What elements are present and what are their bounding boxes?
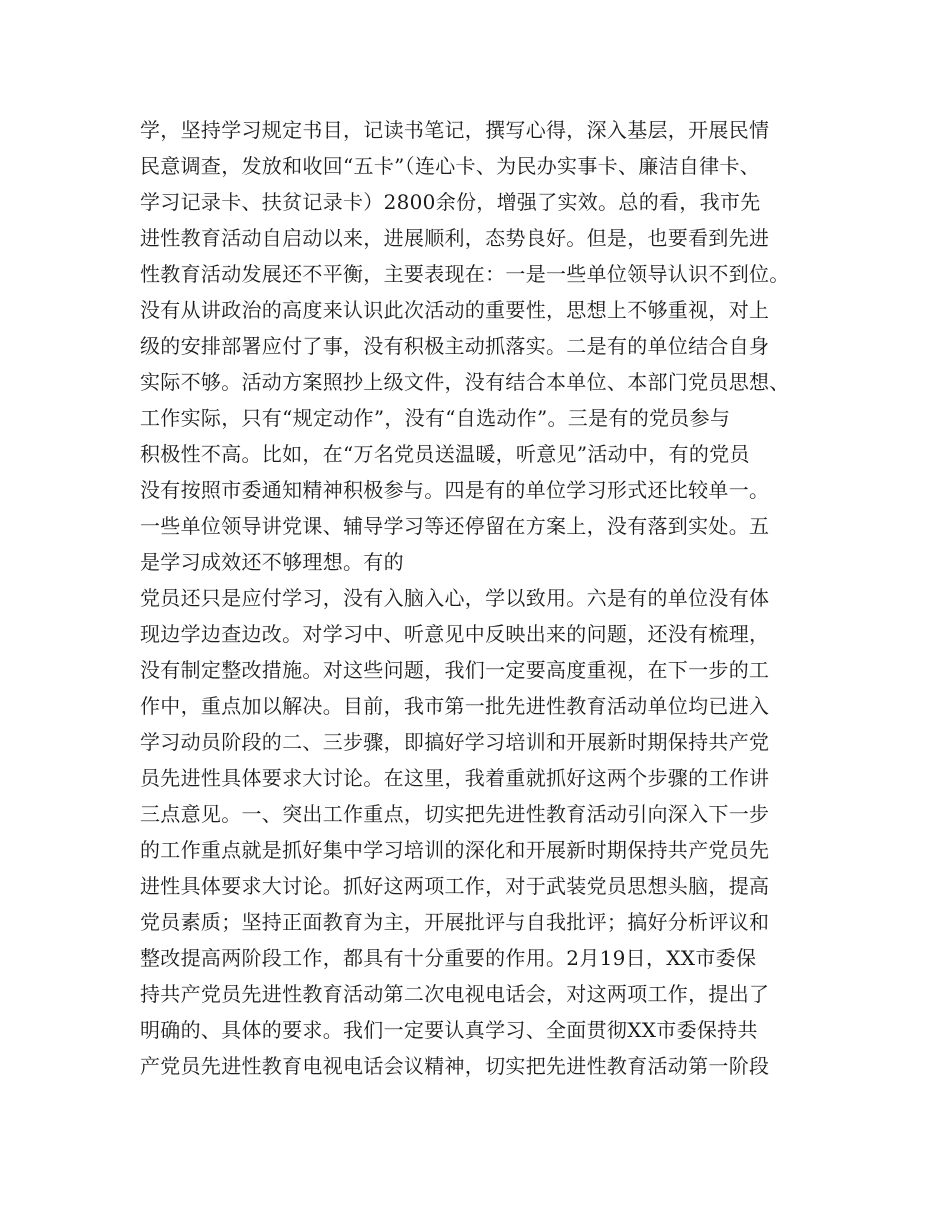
text-line: 进性教育活动自启动以来，进展顺利，态势良好。但是，也要看到先进: [140, 226, 770, 250]
text-line: 进性具体要求大讨论。抓好这两项工作，对于武装党员思想头脑，提高: [140, 874, 770, 898]
text-line: 学习动员阶段的二、三步骤，即搞好学习培训和开展新时期保持共产党: [140, 730, 770, 754]
text-line: 是学习成效还不够理想。有的: [140, 550, 404, 574]
text-line: 一些单位领导讲党课、辅导学习等还停留在方案上，没有落到实处。五: [140, 514, 770, 538]
text-line: 的工作重点就是抓好集中学习培训的深化和开展新时期保持共产党员先: [140, 838, 770, 862]
text-line: 级的安排部署应付了事，没有积极主动抓落实。二是有的单位结合自身: [140, 334, 770, 358]
text-line: 产党员先进性教育电视电话会议精神，切实把先进性教育活动第一阶段: [140, 1054, 770, 1078]
text-line: 持共产党员先进性教育活动第二次电视电话会，对这两项工作，提出了: [140, 982, 770, 1006]
text-line: 明确的、具体的要求。我们一定要认真学习、全面贯彻XX市委保持共: [140, 1018, 758, 1042]
text-line: 没有从讲政治的高度来认识此次活动的重要性，思想上不够重视，对上: [140, 298, 770, 322]
text-line: 民意调查，发放和收回“五卡”（连心卡、为民办实事卡、廉洁自律卡、: [140, 154, 761, 178]
body-text: [140, 112, 840, 1084]
text-line: 积极性不高。比如，在“万名党员送温暖，听意见”活动中，有的党员: [140, 442, 750, 466]
text-line: 现边学边查边改。对学习中、听意见中反映出来的问题，还没有梳理，: [140, 622, 770, 646]
text-line: 学习记录卡、扶贫记录卡）2800余份，增强了实效。总的看，我市先: [140, 190, 761, 214]
text-line: 员先进性具体要求大讨论。在这里，我着重就抓好这两个步骤的工作讲: [140, 766, 770, 790]
text-line: 党员素质；坚持正面教育为主，开展批评与自我批评；搞好分析评议和: [140, 910, 770, 934]
text-line: 三点意见。一、突出工作重点，切实把先进性教育活动引向深入下一步: [140, 802, 770, 826]
text-line: 没有按照市委通知精神积极参与。四是有的单位学习形式还比较单一。: [140, 478, 770, 502]
text-line: 性教育活动发展还不平衡，主要表现在：一是一些单位领导认识不到位。: [140, 262, 790, 286]
text-line: 没有制定整改措施。对这些问题，我们一定要高度重视，在下一步的工: [140, 658, 770, 682]
text-line: 工作实际，只有“规定动作”，没有“自选动作”。三是有的党员参与: [140, 406, 731, 430]
text-line: 整改提高两阶段工作，都具有十分重要的作用。2月19日，XX市委保: [140, 946, 757, 970]
text-line: 党员还只是应付学习，没有入脑入心，学以致用。六是有的单位没有体: [140, 586, 770, 610]
text-line: 作中，重点加以解决。目前，我市第一批先进性教育活动单位均已进入: [140, 694, 770, 718]
text-line: 实际不够。活动方案照抄上级文件，没有结合本单位、本部门党员思想、: [140, 370, 790, 394]
text-line: 学，坚持学习规定书目，记读书笔记，撰写心得，深入基层，开展民情: [140, 118, 770, 142]
